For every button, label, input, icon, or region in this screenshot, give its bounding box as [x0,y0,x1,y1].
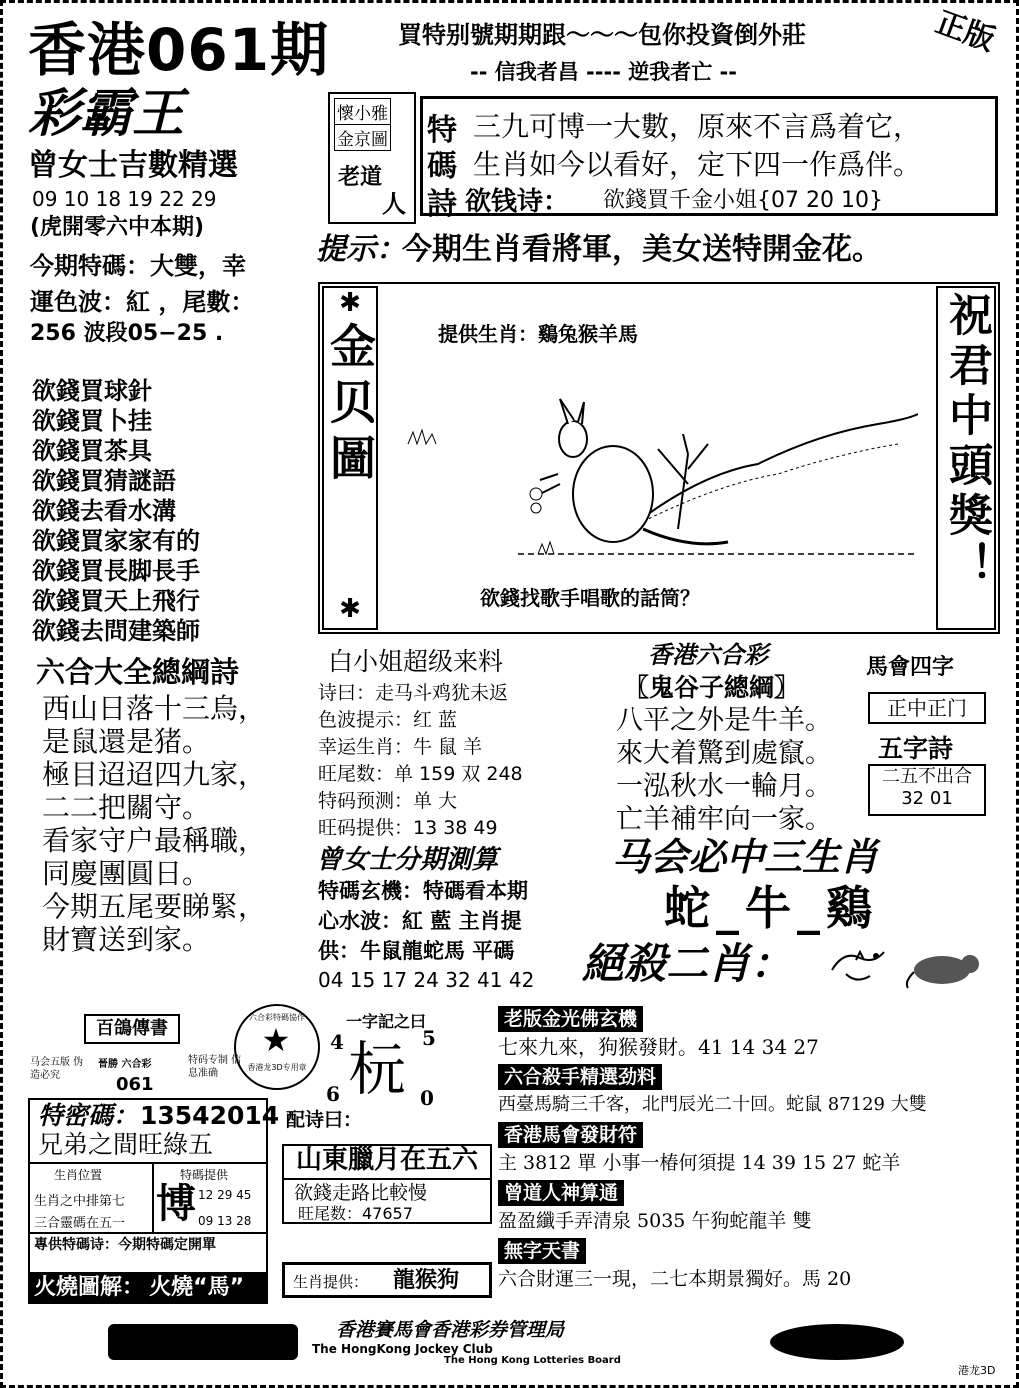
one-word-tail: 旺尾数：47657 [298,1204,413,1223]
slogan-sub: -- 信我者昌 ---- 逆我者亡 -- [470,60,737,84]
slogan-main: 買特别號期期跟～～～包你投資倒外莊 [398,21,806,49]
must-win-zodiacs: 蛇_牛_鷄 [664,881,878,935]
hint-text: 今期生肖看將軍，美女送特開金花。 [402,232,882,267]
secret-code-box [28,1098,280,1278]
fire-bar [28,1272,268,1304]
edition-badge: 正版 [930,4,1000,59]
stamp-line-2: 金京圖 [334,124,391,151]
list-item [498,1122,998,1180]
one-word-want: 欲錢走路比較慢 [294,1182,428,1204]
star-icon: ★ [261,1021,291,1059]
miss-bai-lines [318,680,523,842]
special-line-1: 三九可博一大數，原來不言爲着它， [473,110,922,143]
item-header: 香港馬會發財符 [498,1122,643,1148]
brothers-line: 兄弟之間旺綠五 [38,1130,214,1159]
rat-icon [904,942,988,992]
kill-two-label: 絕殺二肖： [582,939,793,988]
one-word-num-tl: 4 [330,1030,344,1054]
miss-bai-title: 白小姐超级来料 [328,647,504,676]
item-text: 西臺馬騎三千客，北門辰光二十回。蛇鼠 87129 大雙 [498,1094,927,1115]
footer-org: 香港賽馬會香港彩券管理局 [336,1319,565,1341]
poem-line: 看家守户最稱職， [42,824,267,857]
special-provide-label: 特碼提供 [180,1168,229,1182]
miss-bai-line: 幸运生肖：牛 鼠 羊 [318,736,483,758]
lucky-line-1: 今期特碼：大雙，幸 [30,252,246,280]
dragon-icon [826,940,890,992]
want-money-list [32,376,200,646]
miss-zeng-line-1: 特碼玄機：特碼看本期 [318,879,528,903]
seal-stamp [234,1004,320,1090]
list-item: 欲錢買卜挂 [32,407,152,435]
special-line-3: 欲錢買千金小姐{07 20 10} [603,188,883,213]
five-char-box [868,764,986,816]
miss-bai-line: 旺码提供：13 38 49 [318,817,498,839]
item-text: 主 3812 單 小事一椿何須提 14 39 15 27 蛇羊 [498,1152,901,1174]
nums-1: 12 29 45 [198,1188,252,1202]
item-header: 六合殺手精選劲料 [498,1064,662,1090]
footer-en-1: The HongKong Jockey Club [312,1342,493,1356]
picture-right-title: 祝君中頭獎！ [941,292,992,592]
five-char-title: 五字詩 [878,734,954,763]
stamp-block [328,92,416,224]
picture-right-column [936,286,996,630]
one-word-char: 杬 [348,1035,407,1103]
zodiac-provide-box [282,1262,492,1298]
list-item [498,1180,998,1238]
seal-bottom: 香港龙3D专用章 [247,1063,307,1072]
footer-left-logo [108,1324,298,1360]
one-word-title: 一字記之曰 [346,1012,427,1031]
miss-bai-line: 旺尾数：单 159 双 248 [318,763,523,785]
nums-2: 09 13 28 [198,1214,252,1228]
miss-bai-line: 诗曰：走马斗鸡犹未返 [318,682,509,704]
note-right: 特码专制 信息准确 [188,1055,242,1079]
star-icon: ✱ [339,288,361,318]
lucky-note: (虎開零六中本期) [30,215,205,240]
poem-line: 今期五尾要睇緊， [42,890,267,923]
poem-line: 財寶送到家。 [42,923,211,956]
five-char-nums: 32 01 [901,788,953,809]
poem-line: 同慶團圓日。 [42,857,211,890]
one-word-poem-big: 山東臘月在五六 [282,1142,492,1180]
miss-zeng-line-3: 供：牛鼠龍蛇馬 平碼 [318,939,515,963]
miss-bai-line: 色波提示：红 蓝 [318,709,458,731]
item-header: 老版金光佛玄機 [498,1006,643,1032]
list-item [498,1064,998,1122]
list-item: 欲錢買猜謎語 [32,467,176,495]
lucky-numbers: 09 10 18 19 22 29 [32,187,217,211]
picture-caption: 欲錢找歌手唱歌的話筒？ [480,586,700,610]
special-poem-line: 專供特碼诗：今期特碼定開單 [34,1237,216,1253]
five-char-line: 二五不出合 [882,766,972,787]
big-char: 博 [156,1180,196,1227]
pigeon-badge: 百鴿傳書 [84,1014,180,1044]
seal-ring-text: 六合彩特碼協作 [249,1013,305,1022]
stamp-line-1: 懷小雅 [334,98,391,125]
zodiac-pos-1: 生肖之中排第七 [34,1194,126,1209]
ghost-line: 亡羊補牢向一家。 [616,804,832,835]
item-header: 無字天書 [498,1238,586,1264]
note-left: 马会五版 伪造必究 [30,1057,84,1081]
zodiac-pos-2: 三合靈碼在五一 [34,1216,126,1231]
special-label-2: 碼 [427,149,457,184]
list-item [498,1006,998,1064]
item-text: 七來九來，狗猴發財。41 14 34 27 [498,1035,819,1059]
zodiac-provide-value: 龍猴狗 [393,1267,460,1293]
right-bottom-list [498,1006,998,1296]
miss-zeng-line-2: 心水波：紅 藍 主肖提 [318,909,522,933]
ghost-line: 一泓秋水一輪月。 [616,771,832,802]
picture-panel [318,282,1000,634]
list-item: 欲錢去看水溝 [32,497,176,525]
list-item: 欲錢買長脚長手 [32,557,200,585]
special-poem-box [420,96,998,222]
list-item: 欲錢買球針 [32,377,152,405]
list-item [498,1238,998,1296]
poem-line: 西山日落十三烏， [42,692,267,725]
special-label-3: 詩 [427,187,457,222]
item-text: 六合財運三一現，二七本期景獨好。馬 20 [498,1268,852,1290]
picture-left-title: 金贝圖 [323,322,377,490]
star-icon: ✱ [339,594,361,624]
one-word-poem-box [282,1144,492,1224]
issue-number: 061 [116,1074,154,1095]
list-item: 欲錢買天上飛行 [32,587,200,615]
poem-line: 是鼠還是猪。 [42,725,211,758]
ghost-line: 來大着驚到處竄。 [616,738,832,769]
ghost-valley-header: 香港六合彩 [648,641,768,669]
lucky-line-2: 運色波：紅 ，尾數： [30,288,255,316]
picture-left-column [322,286,378,630]
special-line-2: 生肖如今以看好，定下四一作爲伴。 [473,148,922,181]
fire-value: 火燒“馬” [149,1275,245,1300]
lucky-line-3: 256 波段05−25 . [30,321,224,346]
zodiac-pos-label: 生肖位置 [54,1168,103,1182]
secret-code-value: 13542014 [140,1101,280,1130]
special-line-3-label: 欲钱诗： [465,187,570,217]
miss-bai-line: 特码预测：单 大 [318,790,458,812]
zodiac-provide-label: 生肖提供： [293,1273,369,1291]
picture-provided-zodiac: 提供生肖：鷄兔猴羊馬 [438,322,638,346]
lucky-heading: 曾女士吉數精選 [28,148,238,183]
one-word-num-br: 0 [420,1086,434,1110]
stamp-line-4: 人 [382,190,406,218]
miss-zeng-title: 曾女士分期測算 [316,845,499,875]
fire-label: 火燒圖解： [34,1275,145,1300]
kangaroo-illustration [398,354,918,574]
ghost-line: 八平之外是牛羊。 [616,705,832,736]
item-header: 曾道人神算通 [498,1180,624,1206]
item-text: 盈盈纖手弄清泉 5035 午狗蛇龍羊 雙 [498,1210,812,1232]
general-poem [42,692,266,956]
must-win-title: 马会必中三生肖 [612,835,879,879]
ghost-valley-title: 〖鬼谷子總綱〗 [624,673,800,702]
horse-four-value: 正中正门 [868,692,986,724]
miss-zeng-lines [318,876,534,994]
note-center: 晉勝 六合彩 [98,1059,152,1070]
poem-line: 極目迢迢四九家， [42,758,267,791]
stamp-line-3: 老道 [338,165,383,190]
list-item: 欲錢買茶具 [32,437,152,465]
issue-title: 香港061期 [28,16,330,84]
miss-zeng-line-4: 04 15 17 24 32 41 42 [318,968,535,992]
one-word-num-tr: 5 [422,1026,436,1050]
ghost-valley-poem [616,704,832,836]
general-poem-title: 六合大全總綱詩 [36,655,240,689]
brand-title: 彩霸王 [28,84,185,144]
one-word-poem-label: 配诗曰： [286,1109,363,1131]
secret-code-label: 特密碼： [38,1101,139,1130]
horse-four-title: 馬會四字 [866,655,955,680]
footer-right-logo [770,1324,904,1360]
one-word-num-bl: 6 [326,1082,340,1106]
list-item: 欲錢買家家有的 [32,527,200,555]
hint-label: 提示： [316,232,406,267]
list-item: 欲錢去問建築師 [32,617,200,645]
footer-en-2: The Hong Kong Lotteries Board [444,1355,621,1366]
footer-mark: 港龙3D [958,1364,996,1377]
poem-line: 二二把關守。 [42,791,211,824]
special-label-1: 特 [427,113,457,148]
